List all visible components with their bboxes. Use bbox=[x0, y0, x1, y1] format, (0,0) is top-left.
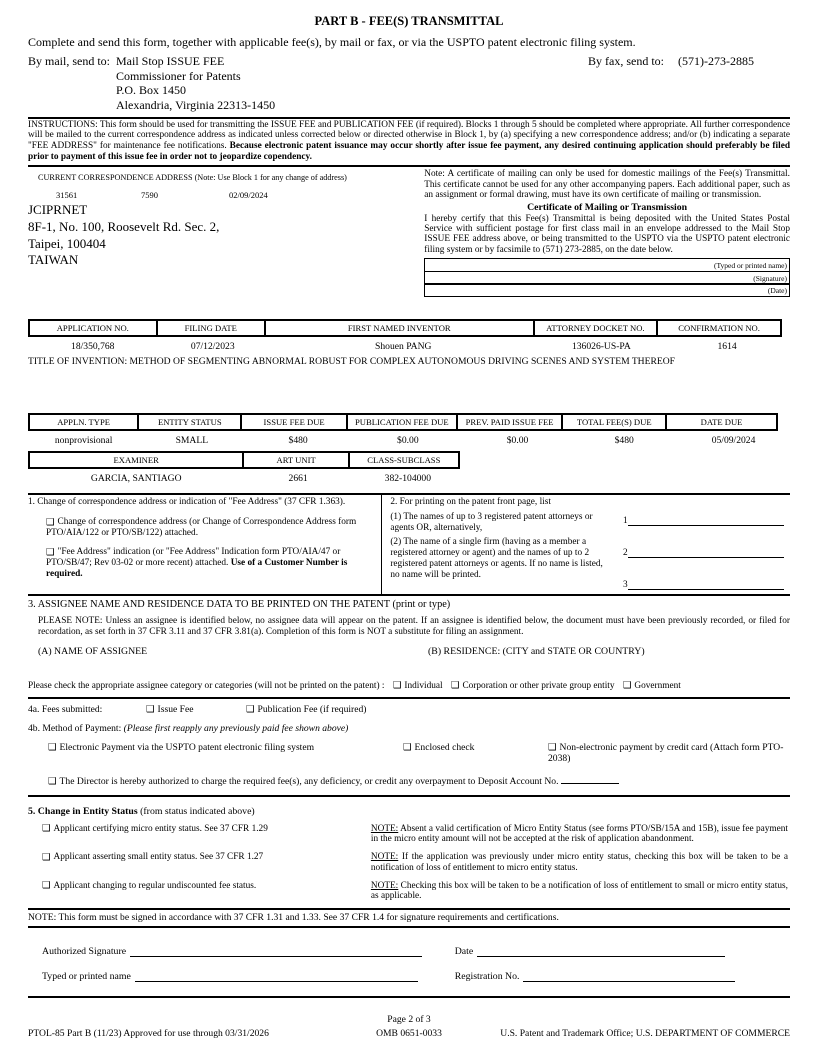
examiner-table-row bbox=[28, 469, 790, 488]
note-label: NOTE: bbox=[370, 880, 399, 891]
certificate-note: Note: A certificate of mailing can only be used for domestic mailings of the Fee(s) Transmittal. This certificate cannot be used for any other accompanying papers. Each additional paper, such as an assignment or formal drawing, must have its own certificate of mailing or transmission. bbox=[424, 169, 790, 201]
regular-status-checkbox[interactable]: ❑ bbox=[42, 880, 51, 891]
examiner-table bbox=[28, 451, 790, 488]
mail-address-line: Commissioner for Patents bbox=[116, 68, 241, 83]
deposit-account-input[interactable] bbox=[561, 773, 619, 784]
assignee-residence-label: (B) RESIDENCE: (CITY and STATE OR COUNTRY) bbox=[428, 645, 645, 657]
application-table bbox=[28, 319, 790, 352]
micro-entity-checkbox[interactable]: ❑ bbox=[42, 823, 51, 835]
prev-paid-issue-fee-value: $0.00 bbox=[506, 435, 529, 447]
block1-heading: 1. Change of correspondence address or indication of "Fee Address" (37 CFR 1.363). bbox=[28, 497, 346, 508]
block3-assignee-section bbox=[28, 599, 790, 698]
page-number: Page 2 of 3 bbox=[387, 1013, 431, 1025]
fee-table bbox=[28, 413, 790, 451]
note-text: Absent a valid certification of Micro Entity Status (see forms PTO/SB/15A and 15B), issue fee payment in the micro entity amount will not be accepted at the risk of application abandonment. bbox=[370, 823, 788, 845]
total-fees-due-value: $480 bbox=[614, 435, 634, 447]
col-application-no: APPLICATION NO. bbox=[28, 319, 158, 337]
small-entity-row bbox=[28, 852, 790, 873]
attorney-docket-no-value: 136026-US-PA bbox=[571, 341, 631, 353]
correspondence-section bbox=[28, 167, 790, 319]
name-line-1 bbox=[623, 515, 784, 526]
col-issue-fee-due: ISSUE FEE DUE bbox=[240, 413, 347, 431]
instructions-paragraph bbox=[28, 117, 790, 168]
application-table-row bbox=[28, 337, 790, 352]
certificate-heading: Certificate of Mailing or Transmission bbox=[527, 201, 688, 213]
block3-heading: 3. ASSIGNEE NAME AND RESIDENCE DATA TO BE PRINTED ON THE PATENT (print or type) bbox=[28, 599, 451, 611]
col-publication-fee-due: PUBLICATION FEE DUE bbox=[346, 413, 458, 431]
intro-line: Complete and send this form, together with applicable fee(s), by mail or fax, or via the USPTO patent electronic filing system. bbox=[28, 35, 636, 49]
application-table-header bbox=[28, 319, 790, 337]
fax-number: (571)-273-2885 bbox=[678, 54, 754, 68]
col-art-unit: ART UNIT bbox=[242, 451, 349, 469]
issue-fee-checkbox[interactable]: ❑ bbox=[146, 704, 155, 716]
signature-section bbox=[28, 928, 790, 998]
fee-table-header bbox=[28, 413, 790, 431]
block2-text bbox=[390, 497, 609, 590]
block2-front-page-printing bbox=[382, 495, 790, 594]
mail-address-line: P.O. Box 1450 bbox=[116, 83, 187, 98]
credit-card-label: Non-electronic payment by credit card (Attach form PTO-2038) bbox=[548, 741, 784, 764]
col-first-named-inventor: FIRST NAMED INVENTOR bbox=[264, 319, 535, 337]
date-label: Date bbox=[454, 945, 474, 957]
authorized-signature-label: Authorized Signature bbox=[42, 945, 127, 957]
omb-number: OMB 0651-0033 bbox=[376, 1027, 442, 1039]
block1-option-fee-address bbox=[46, 547, 375, 579]
first-named-inventor-value: Shouen PANG bbox=[375, 341, 432, 353]
block3-please-note: PLEASE NOTE: Unless an assignee is identified below, no assignee data will appear on the patent. If an assignee is identified below, the document must have been previously recorded, or filed for recordation, as set forth in 37 CFR 3.11 and 37 CFR 3.81(a). Completion of this form is NOT a substitute for filing an assignment. bbox=[38, 616, 790, 638]
regular-status-row bbox=[28, 881, 790, 902]
date-field[interactable] bbox=[424, 283, 790, 297]
mail-date: 02/09/2024 bbox=[229, 190, 268, 201]
typed-name-input[interactable] bbox=[135, 971, 418, 982]
typed-name-label: Typed or printed name bbox=[42, 970, 131, 982]
correspondence-meta bbox=[56, 190, 424, 200]
block4-fees-section bbox=[28, 699, 790, 797]
publication-fee-due-value: $0.00 bbox=[397, 435, 419, 447]
customer-number: 31561 bbox=[56, 190, 78, 201]
col-total-fees-due: TOTAL FEE(S) DUE bbox=[561, 413, 667, 431]
name-line-2 bbox=[623, 547, 784, 558]
fee-table-row bbox=[28, 431, 790, 451]
block1-option-change-address bbox=[46, 517, 375, 538]
registration-no-label: Registration No. bbox=[454, 970, 520, 982]
note-text: Checking this box will be taken to be a notification of loss of entitlement to small or micro entity status, as applicable. bbox=[370, 880, 788, 902]
block-1-2-section bbox=[28, 493, 790, 596]
deposit-account-checkbox[interactable]: ❑ bbox=[48, 776, 57, 788]
method-of-payment-label: 4b. Method of Payment: bbox=[28, 722, 124, 734]
block2-item2: (2) The name of a single firm (having as a member a registered attorney or agent) and the names of up to 2 registered patent attorneys or agents. If no name is listed, no name will be printed. bbox=[390, 537, 603, 580]
electronic-payment-option bbox=[48, 742, 403, 764]
filing-date-value: 07/12/2023 bbox=[190, 341, 235, 353]
name-line-2-number: 2 bbox=[623, 547, 628, 558]
electronic-payment-checkbox[interactable]: ❑ bbox=[48, 742, 57, 754]
title-of-invention: TITLE OF INVENTION: METHOD OF SEGMENTING ABNORMAL ROBUST FOR COMPLEX AUTONOMOUS DRIVING SCENES AND SYSTEM THEREOF bbox=[28, 356, 675, 368]
government-label: Government bbox=[634, 680, 681, 691]
center-number: 7590 bbox=[141, 190, 158, 201]
spacer bbox=[28, 367, 790, 413]
issue-fee-due-value: $480 bbox=[288, 435, 308, 447]
electronic-payment-label: Electronic Payment via the USPTO patent electronic filing system bbox=[59, 741, 315, 753]
fee-address-label-bold: Use of a Customer Number is required. bbox=[46, 558, 348, 579]
certificate-signature-boxes bbox=[424, 258, 790, 297]
block4a-fees-submitted bbox=[28, 704, 790, 715]
block3-assignee-columns bbox=[28, 646, 790, 657]
name-line-2-input[interactable] bbox=[628, 547, 784, 558]
category-label: Please check the appropriate assignee category or categories (will not be printed on the patent) : bbox=[28, 680, 385, 691]
address-line: 8F-1, No. 100, Roosevelt Rd. Sec. 2, bbox=[28, 219, 220, 234]
fees-submitted-label: 4a. Fees submitted: bbox=[28, 703, 103, 715]
by-fax-label: By fax, send to: bbox=[588, 54, 664, 68]
form-title: PART B - FEE(S) TRANSMITTAL bbox=[314, 14, 504, 28]
authorized-signature-input[interactable] bbox=[130, 946, 422, 957]
block2-name-lines bbox=[609, 497, 788, 590]
deposit-account-label: The Director is hereby authorized to charge the required fee(s), any deficiency, or credit any overpayment to Deposit Account No. bbox=[59, 775, 559, 787]
correspondence-address-label: CURRENT CORRESPONDENCE ADDRESS (Note: Use Block 1 for any change of address) bbox=[38, 173, 347, 183]
signature-row-1 bbox=[28, 946, 790, 957]
class-subclass-value: 382-104000 bbox=[384, 473, 432, 485]
mail-address-line: Alexandria, Virginia 22313-1450 bbox=[116, 97, 276, 112]
col-confirmation-no: CONFIRMATION NO. bbox=[656, 319, 782, 337]
date-input[interactable] bbox=[477, 946, 725, 957]
date-field-label: (Date) bbox=[767, 286, 787, 296]
individual-checkbox[interactable]: ❑ bbox=[392, 680, 402, 692]
date-due-value: 05/09/2024 bbox=[711, 435, 756, 447]
col-date-due: DATE DUE bbox=[665, 413, 778, 431]
name-line-1-number: 1 bbox=[623, 515, 628, 526]
regular-status-label: Applicant changing to regular undiscounted fee status. bbox=[53, 880, 257, 891]
appln-type-value: nonprovisional bbox=[54, 435, 113, 447]
col-filing-date: FILING DATE bbox=[156, 319, 266, 337]
name-line-3-number: 3 bbox=[623, 579, 628, 590]
entity-status-value: SMALL bbox=[175, 435, 209, 447]
address-line: JCIPRNET bbox=[28, 202, 88, 218]
fee-address-label: "Fee Address" indication (or "Fee Address" Indication form PTO/AIA/47 or PTO/SB/47; Rev 03-02 or more recent) attached. bbox=[46, 547, 341, 569]
signature-requirement-note: NOTE: This form must be signed in accordance with 37 CFR 1.31 and 1.33. See 37 CFR 1.4 for signature requirements and certifications. bbox=[28, 908, 790, 928]
enclosed-check-option bbox=[403, 742, 548, 764]
mail-address bbox=[116, 54, 588, 113]
note-label: NOTE: bbox=[370, 823, 399, 834]
name-line-1-input[interactable] bbox=[628, 515, 784, 526]
publication-fee-option bbox=[246, 704, 367, 715]
enclosed-check-checkbox[interactable]: ❑ bbox=[403, 742, 412, 754]
micro-entity-row bbox=[28, 824, 790, 845]
note-label: NOTE: bbox=[370, 852, 399, 863]
small-entity-label: Applicant asserting small entity status. See 37 CFR 1.27 bbox=[53, 852, 264, 863]
form-version: PTOL-85 Part B (11/23) Approved for use through 03/31/2026 bbox=[28, 1027, 269, 1039]
block5-entity-status-section bbox=[28, 797, 790, 908]
certificate-section bbox=[424, 167, 790, 319]
agency-name: U.S. Patent and Trademark Office; U.S. DEPARTMENT OF COMMERCE bbox=[500, 1027, 790, 1039]
block5-heading bbox=[28, 806, 790, 817]
block2-heading: 2. For printing on the patent front page, list bbox=[390, 497, 551, 508]
micro-entity-option bbox=[28, 824, 371, 845]
name-line-3-input[interactable] bbox=[628, 579, 784, 590]
individual-label: Individual bbox=[404, 680, 443, 691]
block2-item1: (1) The names of up to 3 registered patent attorneys or agents OR, alternatively, bbox=[390, 512, 593, 533]
change-address-label: Change of correspondence address (or Change of Correspondence Address form PTO/AIA/122 or PTO/SB/122) attached. bbox=[46, 517, 357, 538]
instructions-bold-text: Because electronic patent issuance may occur shortly after issue fee payment, any desired continuing application should preferably be filed prior to payment of this issue fee in order not to jeopardize copendency. bbox=[28, 141, 790, 163]
art-unit-value: 2661 bbox=[288, 473, 308, 485]
typed-name-field-label: (Typed or printed name) bbox=[713, 261, 787, 271]
publication-fee-checkbox[interactable]: ❑ bbox=[246, 704, 255, 716]
page-footer bbox=[28, 1014, 790, 1039]
deposit-account-option bbox=[48, 773, 790, 787]
enclosed-check-label: Enclosed check bbox=[414, 741, 475, 753]
application-no-value: 18/350,768 bbox=[71, 341, 115, 353]
examiner-value: GARCIA, SANTIAGO bbox=[90, 473, 182, 485]
small-entity-option bbox=[28, 852, 371, 873]
name-line-3 bbox=[623, 579, 784, 590]
change-address-checkbox[interactable]: ❑ bbox=[46, 516, 55, 528]
issue-fee-option bbox=[146, 704, 246, 715]
col-prev-paid-issue-fee: PREV. PAID ISSUE FEE bbox=[456, 413, 563, 431]
micro-entity-note bbox=[371, 824, 790, 845]
signature-field-label: (Signature) bbox=[753, 273, 787, 283]
corporation-label: Corporation or other private group entity bbox=[462, 680, 615, 691]
assignee-name-label: (A) NAME OF ASSIGNEE bbox=[38, 645, 148, 657]
instructions-text: INSTRUCTIONS: This form should be used for transmitting the ISSUE FEE and PUBLICATION FEE (if required). Blocks 1 through 5 should be completed where appropriate. All further correspondence will be mailed to the current correspondence address as indicated unless corrected below or directed otherwise in Block 1, by (a) specifying a new correspondence address; and/or (b) indicating a separate "FEE ADDRESS" for maintenance fee notifications. bbox=[28, 119, 790, 152]
payment-options-row bbox=[48, 742, 790, 764]
credit-card-checkbox[interactable]: ❑ bbox=[548, 742, 557, 754]
assignee-category-line bbox=[28, 681, 790, 691]
fee-address-checkbox[interactable]: ❑ bbox=[46, 546, 55, 558]
col-appln-type: APPLN. TYPE bbox=[28, 413, 139, 431]
address-line: Taipei, 100404 bbox=[28, 235, 106, 251]
mailing-info bbox=[28, 54, 790, 113]
assignee-entry-area[interactable] bbox=[28, 657, 790, 681]
current-correspondence-address bbox=[28, 167, 424, 319]
confirmation-no-value: 1614 bbox=[717, 341, 737, 353]
certificate-body: I hereby certify that this Fee(s) Transmittal is being deposited with the United States Postal Service with sufficient postage for first class mail in an envelope addressed to the Mail Stop ISSUE FEE address above, or being transmitted to the USPTO via the USPTO patent electronic filing system or by facsimile to (571) 273-2885, on the date below. bbox=[424, 213, 790, 255]
registration-no-input[interactable] bbox=[523, 971, 735, 982]
examiner-table-header bbox=[28, 451, 790, 469]
credit-card-option bbox=[548, 742, 790, 764]
signature-row-2 bbox=[28, 971, 790, 982]
col-attorney-docket-no: ATTORNEY DOCKET NO. bbox=[533, 319, 659, 337]
correspondence-address-block bbox=[28, 202, 424, 269]
corporation-checkbox[interactable]: ❑ bbox=[450, 680, 460, 692]
small-entity-note bbox=[371, 852, 790, 873]
micro-entity-label: Applicant certifying micro entity status. See 37 CFR 1.29 bbox=[53, 823, 268, 834]
note-text: If the application was previously under micro entity status, checking this box will be taken to be a notification of loss of entitlement to micro entity status. bbox=[370, 852, 788, 873]
publication-fee-label: Publication Fee (if required) bbox=[257, 703, 367, 715]
block1-correspondence-change bbox=[28, 495, 382, 594]
government-checkbox[interactable]: ❑ bbox=[622, 680, 632, 692]
col-entity-status: ENTITY STATUS bbox=[137, 413, 242, 431]
block4b-method-of-payment bbox=[28, 723, 790, 734]
block5-heading-bold: 5. Change in Entity Status bbox=[28, 805, 141, 817]
footer-row bbox=[28, 1028, 790, 1039]
col-class-subclass: CLASS-SUBCLASS bbox=[348, 451, 460, 469]
regular-status-note bbox=[371, 881, 790, 902]
by-mail-label: By mail, send to: bbox=[28, 54, 110, 68]
mail-address-line: Mail Stop ISSUE FEE bbox=[116, 54, 225, 68]
address-line: TAIWAN bbox=[28, 252, 79, 268]
small-entity-checkbox[interactable]: ❑ bbox=[42, 851, 51, 863]
block5-heading-normal: (from status indicated above) bbox=[140, 805, 255, 817]
method-of-payment-note: (Please first reapply any previously paid fee shown above) bbox=[123, 722, 349, 734]
regular-status-option bbox=[28, 881, 371, 902]
col-examiner: EXAMINER bbox=[28, 451, 244, 469]
issue-fee-label: Issue Fee bbox=[157, 703, 194, 715]
